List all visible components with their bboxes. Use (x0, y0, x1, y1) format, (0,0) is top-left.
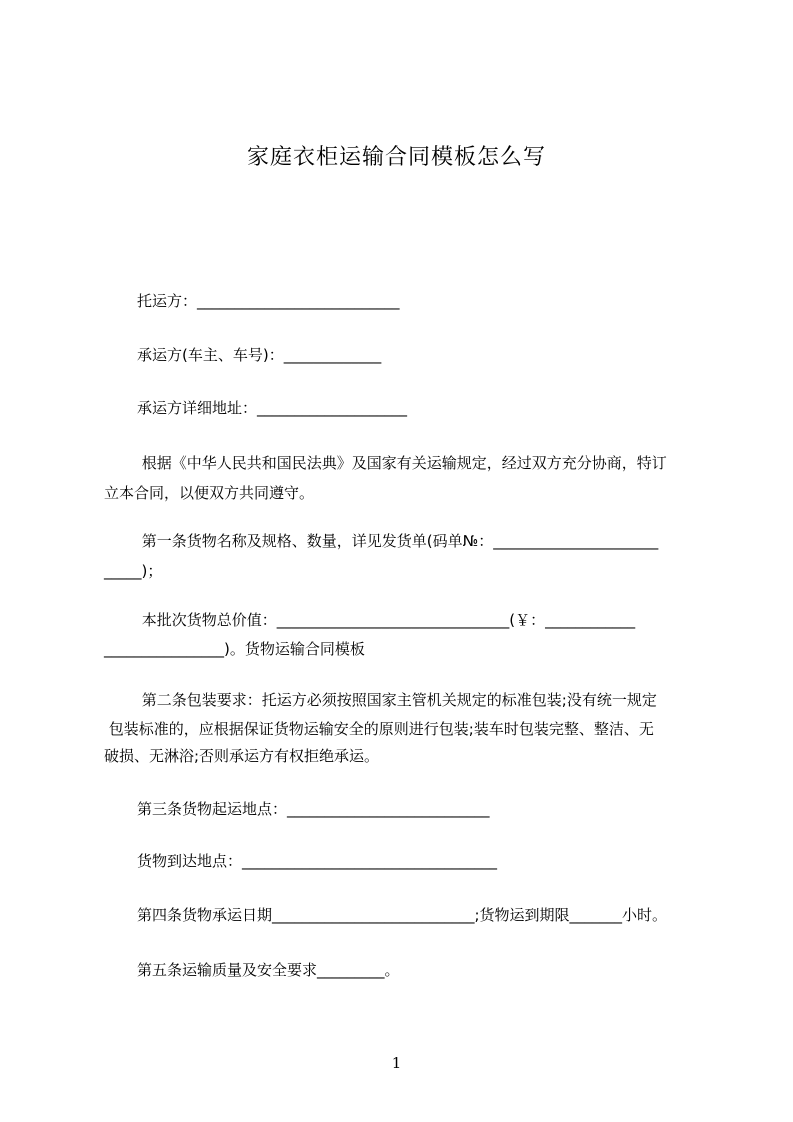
preamble-line-1: 根据《中华人民共和国民法典》及国家有关运输规定，经过双方充分协商，特订 (137, 454, 667, 472)
article-2-line-1: 第二条包装要求：托运方必须按照国家主管机关规定的标准包装;没有统一规定 (137, 691, 657, 709)
article-2-line-2: 包装标准的，应根据保证货物运输安全的原则进行包装;装车时包装完整、整洁、无 (104, 720, 654, 738)
article-2-line-3: 破损、无淋浴;否则承运方有权拒绝承运。 (104, 747, 380, 765)
total-value-line-2: ________________)。货物运输合同模板 (104, 640, 365, 658)
page-number: 1 (391, 1054, 402, 1072)
total-value-line-1: 本批次货物总价值：_______________________________(￥：____________ (137, 611, 636, 629)
document-title: 家庭衣柜运输合同模板怎么写 (246, 145, 546, 170)
shipper-line: 托运方：___________________________ (137, 292, 400, 310)
carrier-line: 承运方(车主、车号)：_____________ (137, 346, 382, 364)
article-1-line-2: _____)； (104, 562, 163, 580)
carrier-address-line: 承运方详细地址：____________________ (137, 399, 408, 417)
destination-line: 货物到达地点：__________________________________ (137, 852, 498, 870)
article-5-line: 第五条运输质量及安全要求_________。 (137, 961, 400, 979)
article-1-line-1: 第一条货物名称及规格、数量，详见发货单(码单№：______________________ (137, 532, 659, 550)
preamble-line-2: 立本合同，以便双方共同遵守。 (104, 484, 315, 502)
article-3-origin-line: 第三条货物起运地点：___________________________ (137, 800, 490, 818)
article-4-line: 第四条货物承运日期___________________________;货物运到期限_______小时。 (137, 906, 668, 924)
